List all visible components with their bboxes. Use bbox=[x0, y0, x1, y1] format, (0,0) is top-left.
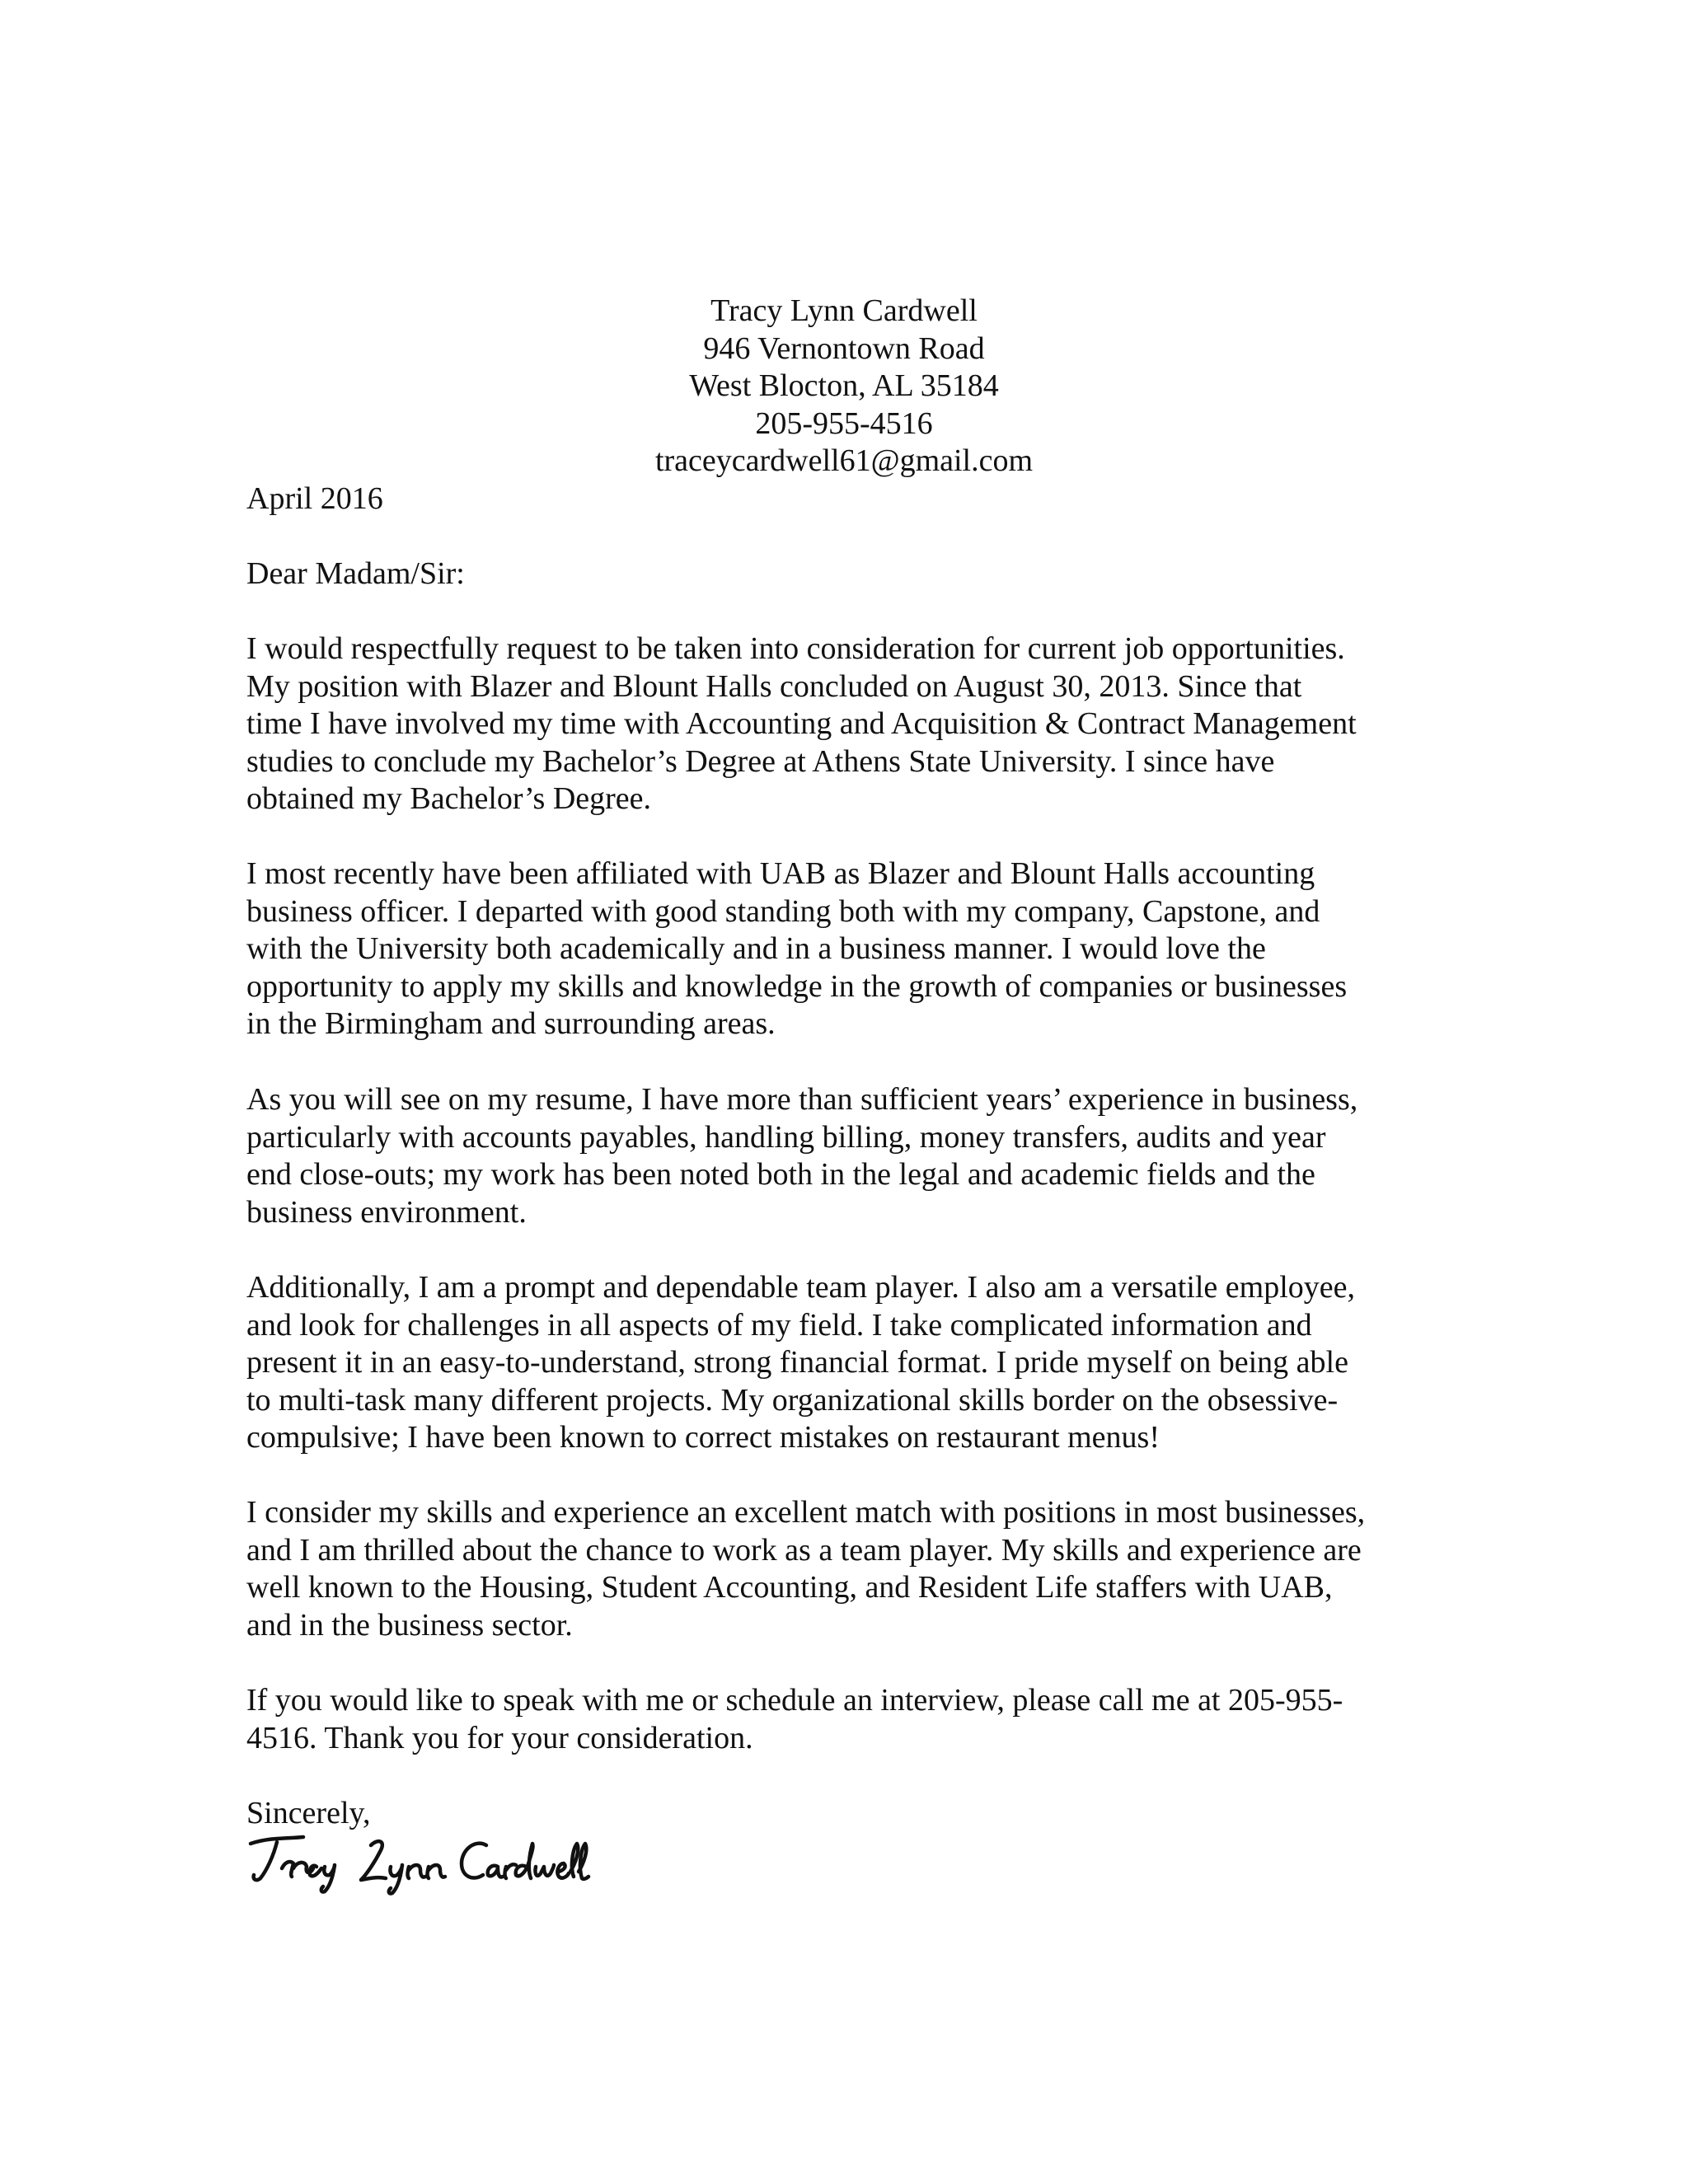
paragraph-line: I consider my skills and experience an excellent match with positions in most businesses, bbox=[246, 1495, 1366, 1530]
paragraph-line: and I am thrilled about the chance to work as a team player. My skills and experience are bbox=[246, 1532, 1362, 1568]
paragraph-line: compulsive; I have been known to correct mistakes on restaurant menus! bbox=[246, 1420, 1160, 1455]
paragraph-6 bbox=[246, 1682, 1450, 1757]
sender-email: traceycardwell61@gmail.com bbox=[654, 443, 1034, 478]
paragraph-line: opportunity to apply my skills and knowledge in the growth of companies or businesses bbox=[246, 968, 1348, 1004]
paragraph-line: As you will see on my resume, I have more than sufficient years’ experience in business, bbox=[246, 1082, 1358, 1117]
letterhead bbox=[0, 293, 1688, 480]
salutation: Dear Madam/Sir: bbox=[246, 556, 465, 591]
paragraph-line: If you would like to speak with me or schedule an interview, please call me at 205-955- bbox=[246, 1683, 1343, 1718]
sender-name: Tracy Lynn Cardwell bbox=[710, 293, 978, 328]
paragraph-1 bbox=[246, 630, 1450, 818]
paragraph-line: obtained my Bachelor’s Degree. bbox=[246, 781, 652, 816]
sender-phone: 205-955-4516 bbox=[755, 405, 933, 441]
paragraph-line: end close-outs; my work has been noted both in the legal and academic fields and the bbox=[246, 1157, 1315, 1192]
paragraph-line: in the Birmingham and surrounding areas. bbox=[246, 1006, 776, 1041]
paragraph-line: I most recently have been affiliated with UAB as Blazer and Blount Halls accounting bbox=[246, 856, 1315, 891]
paragraph-3 bbox=[246, 1081, 1450, 1231]
paragraph-line: I would respectfully request to be taken into consideration for current job opportunities. bbox=[246, 631, 1345, 666]
sender-city-state-zip: West Blocton, AL 35184 bbox=[689, 368, 999, 403]
letter-date: April 2016 bbox=[246, 481, 383, 516]
paragraph-line: particularly with accounts payables, handling billing, money transfers, audits and year bbox=[246, 1119, 1326, 1155]
paragraph-line: 4516. Thank you for your consideration. bbox=[246, 1720, 753, 1755]
paragraph-line: with the University both academically and in a business manner. I would love the bbox=[246, 931, 1266, 966]
paragraph-line: Additionally, I am a prompt and dependable team player. I also am a versatile employee, bbox=[246, 1270, 1356, 1305]
paragraph-line: and look for challenges in all aspects of my field. I take complicated information and bbox=[246, 1307, 1312, 1343]
paragraph-4 bbox=[246, 1269, 1450, 1457]
paragraph-line: present it in an easy-to-understand, strong financial format. I pride myself on being able bbox=[246, 1345, 1348, 1380]
paragraph-line: and in the business sector. bbox=[246, 1607, 573, 1643]
paragraph-line: business environment. bbox=[246, 1194, 527, 1230]
paragraph-line: studies to conclude my Bachelor’s Degree at Athens State University. I since have bbox=[246, 743, 1275, 779]
paragraph-2 bbox=[246, 855, 1450, 1043]
paragraph-line: time I have involved my time with Accounting and Acquisition & Contract Management bbox=[246, 706, 1357, 741]
closing: Sincerely, bbox=[246, 1796, 371, 1830]
sender-street: 946 Vernontown Road bbox=[703, 330, 985, 366]
paragraph-5 bbox=[246, 1494, 1450, 1644]
paragraph-line: business officer. I departed with good standing both with my company, Capstone, and bbox=[246, 893, 1320, 929]
paragraph-line: to multi-task many different projects. My organizational skills border on the obsessive- bbox=[246, 1382, 1339, 1418]
handwritten-signature bbox=[246, 1830, 592, 1896]
paragraph-line: well known to the Housing, Student Accounting, and Resident Life staffers with UAB, bbox=[246, 1570, 1333, 1605]
paragraph-line: My position with Blazer and Blount Halls concluded on August 30, 2013. Since that bbox=[246, 668, 1302, 704]
